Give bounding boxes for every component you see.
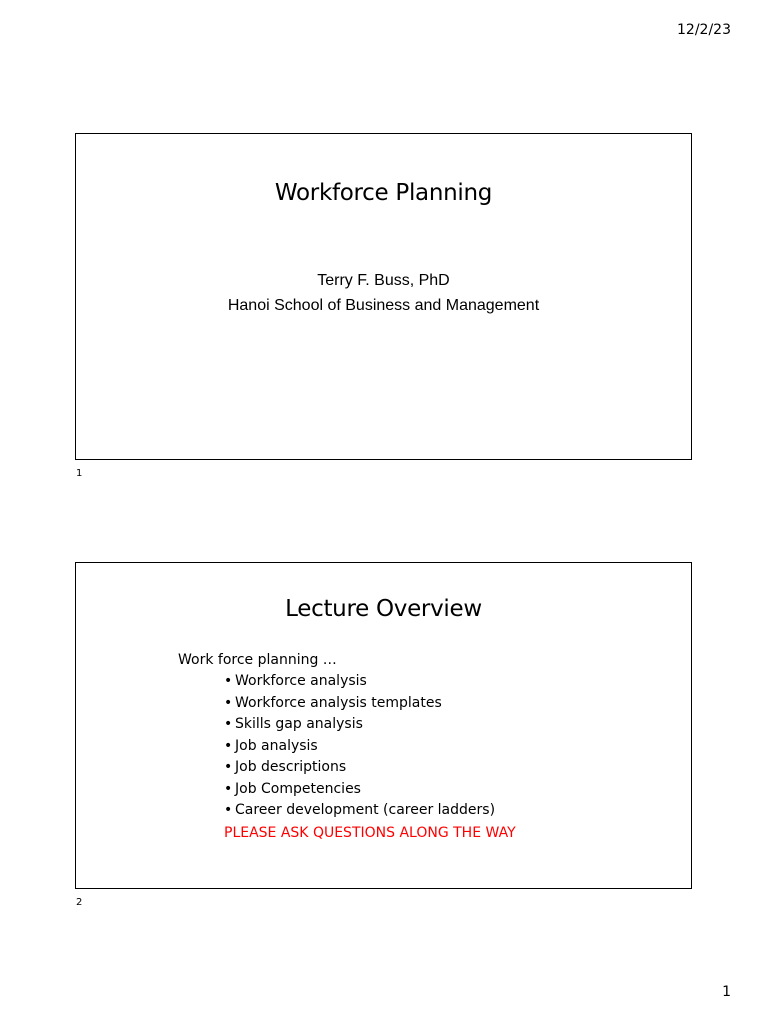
bullet-icon: • xyxy=(224,737,233,754)
page-number: 1 xyxy=(722,984,731,1000)
slide-2-overview xyxy=(178,650,516,844)
list-item: • Workforce analysis templates xyxy=(224,693,516,715)
slide-2-intro: Work force planning … xyxy=(178,652,337,668)
slide-1-number: 1 xyxy=(76,468,83,479)
slide-1-author-block xyxy=(76,268,691,318)
slide-2-callout: PLEASE ASK QUESTIONS ALONG THE WAY xyxy=(224,824,516,841)
slide-1-frame xyxy=(75,133,692,460)
slide-1-title: Workforce Planning xyxy=(274,180,493,206)
list-item: • Skills gap analysis xyxy=(224,714,516,736)
list-item: • Career development (career ladders) xyxy=(224,800,516,822)
bullet-icon: • xyxy=(224,694,233,711)
slide-2-bullet-list xyxy=(178,671,516,822)
bullet-icon: • xyxy=(224,673,233,689)
handout-date: 12/2/23 xyxy=(677,22,731,38)
slide-2-title: Lecture Overview xyxy=(285,596,482,622)
bullet-icon: • xyxy=(224,716,233,732)
bullet-icon: • xyxy=(224,780,233,797)
bullet-icon: • xyxy=(224,759,233,775)
slide-2-number: 2 xyxy=(76,897,83,908)
list-item: • Workforce analysis xyxy=(224,671,516,693)
slide-2-frame xyxy=(75,562,692,889)
bullet-icon: • xyxy=(224,802,233,818)
slide-1-author: Terry F. Buss, PhD xyxy=(317,272,450,289)
list-item: • Job analysis xyxy=(224,736,516,758)
slide-1-institution: Hanoi School of Business and Management xyxy=(227,297,540,314)
list-item: • Job Competencies xyxy=(224,779,516,801)
list-item: • Job descriptions xyxy=(224,757,516,779)
